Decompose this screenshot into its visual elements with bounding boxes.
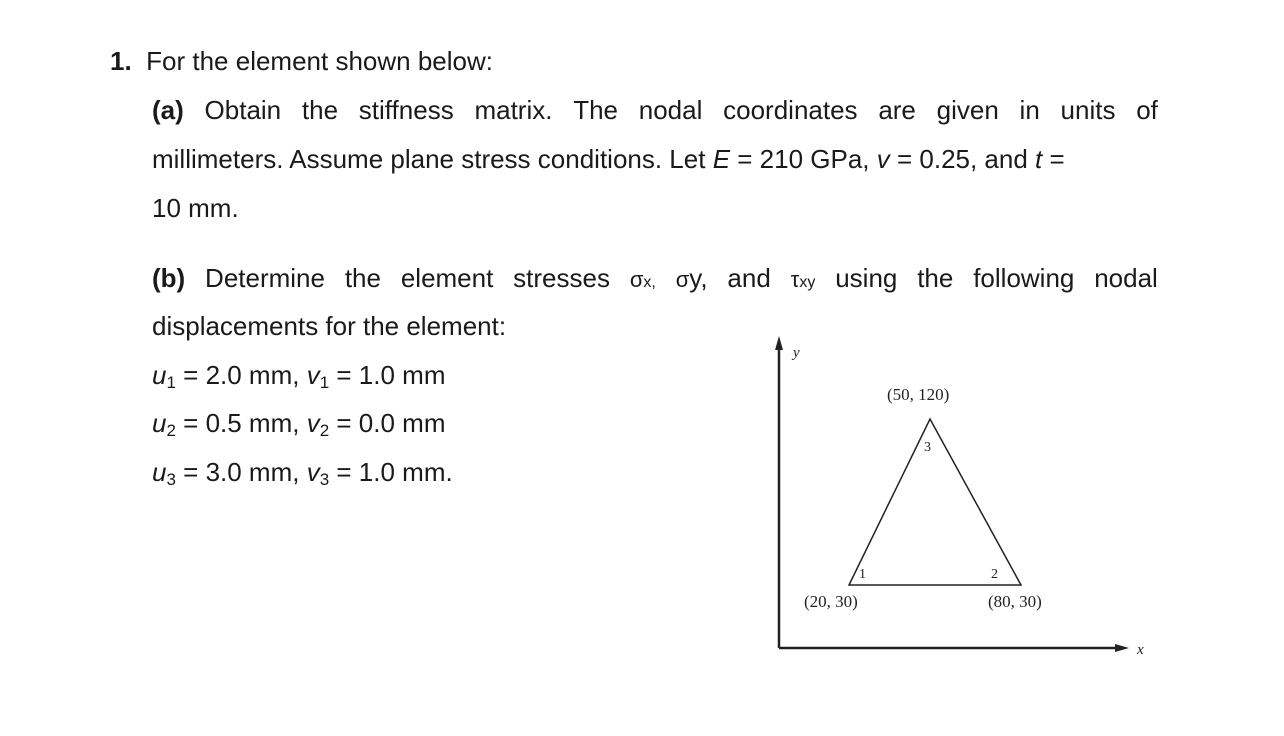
intro-text: For the element shown below: <box>146 46 493 76</box>
word: following <box>973 263 1075 293</box>
word: Determine <box>205 263 325 293</box>
word: the <box>344 263 381 293</box>
e-symbol: E <box>712 144 731 174</box>
u-symbol: u <box>152 457 167 487</box>
index: 2 <box>166 421 176 440</box>
index: 1 <box>319 373 330 392</box>
u-value: = 2.0 mm, <box>175 360 307 390</box>
tau-symbol: τ <box>790 267 800 292</box>
triangle-element <box>849 419 1021 585</box>
question-number: 1. <box>110 46 132 76</box>
index: 2 <box>319 421 330 440</box>
word: the <box>301 95 339 125</box>
word: of <box>1136 95 1158 125</box>
v-symbol: v <box>306 408 320 438</box>
v-value: = 1.0 mm <box>329 360 446 390</box>
v-symbol: v <box>306 457 320 487</box>
index: 1 <box>166 373 176 392</box>
x-sub: x, <box>643 274 656 291</box>
word: are <box>878 95 916 125</box>
index: 3 <box>319 470 330 489</box>
word: stiffness <box>358 95 454 125</box>
word: element <box>400 263 494 293</box>
word: the <box>917 263 954 293</box>
word: units <box>1060 95 1116 125</box>
u-symbol: u <box>152 360 167 390</box>
y-axis-label: y <box>793 345 800 361</box>
t-eq: = <box>1042 144 1065 174</box>
sigma-symbol: σ <box>675 267 690 292</box>
word: in <box>1019 95 1040 125</box>
v-value: = 0.0 mm <box>329 408 446 438</box>
word: matrix. <box>474 95 553 125</box>
word: The <box>573 95 619 125</box>
word: Obtain <box>204 95 282 125</box>
word: nodal <box>1094 263 1158 293</box>
word: coordinates <box>723 95 858 125</box>
word: nodal <box>638 95 703 125</box>
word: stresses <box>513 263 610 293</box>
y-axis-arrow <box>775 336 783 350</box>
word: given <box>936 95 999 125</box>
text: 10 mm. <box>152 193 239 223</box>
e-value: = 210 GPa, <box>730 144 877 174</box>
x-axis-arrow <box>1115 644 1129 652</box>
u-value: = 3.0 mm, <box>175 457 307 487</box>
text: millimeters. Assume plane stress conditions. Let <box>152 144 713 174</box>
word: and <box>727 263 771 293</box>
t-symbol: t <box>1035 144 1043 174</box>
sigma-symbol: σ <box>629 267 644 292</box>
v-symbol: v <box>306 360 320 390</box>
text: displacements for the element: <box>152 311 507 341</box>
node-1-coord: (20, 30) <box>804 592 858 611</box>
node-3-number: 3 <box>924 440 931 455</box>
part-b-label: (b) <box>152 263 186 293</box>
node-2-number: 2 <box>991 567 998 582</box>
node-3-coord: (50, 120) <box>887 385 950 404</box>
y-sub: y, <box>689 263 708 293</box>
index: 3 <box>166 470 176 489</box>
word: using <box>835 263 898 293</box>
x-axis-label: x <box>1137 642 1144 658</box>
part-a-label: (a) <box>152 95 184 125</box>
u-value: = 0.5 mm, <box>175 408 307 438</box>
node-1-number: 1 <box>859 567 866 582</box>
nu-value: = 0.25, and <box>889 144 1036 174</box>
u-symbol: u <box>152 408 167 438</box>
v-value: = 1.0 mm. <box>329 457 453 487</box>
xy-sub: xy <box>799 274 816 291</box>
nu-symbol: v <box>876 144 890 174</box>
node-2-coord: (80, 30) <box>988 592 1042 611</box>
